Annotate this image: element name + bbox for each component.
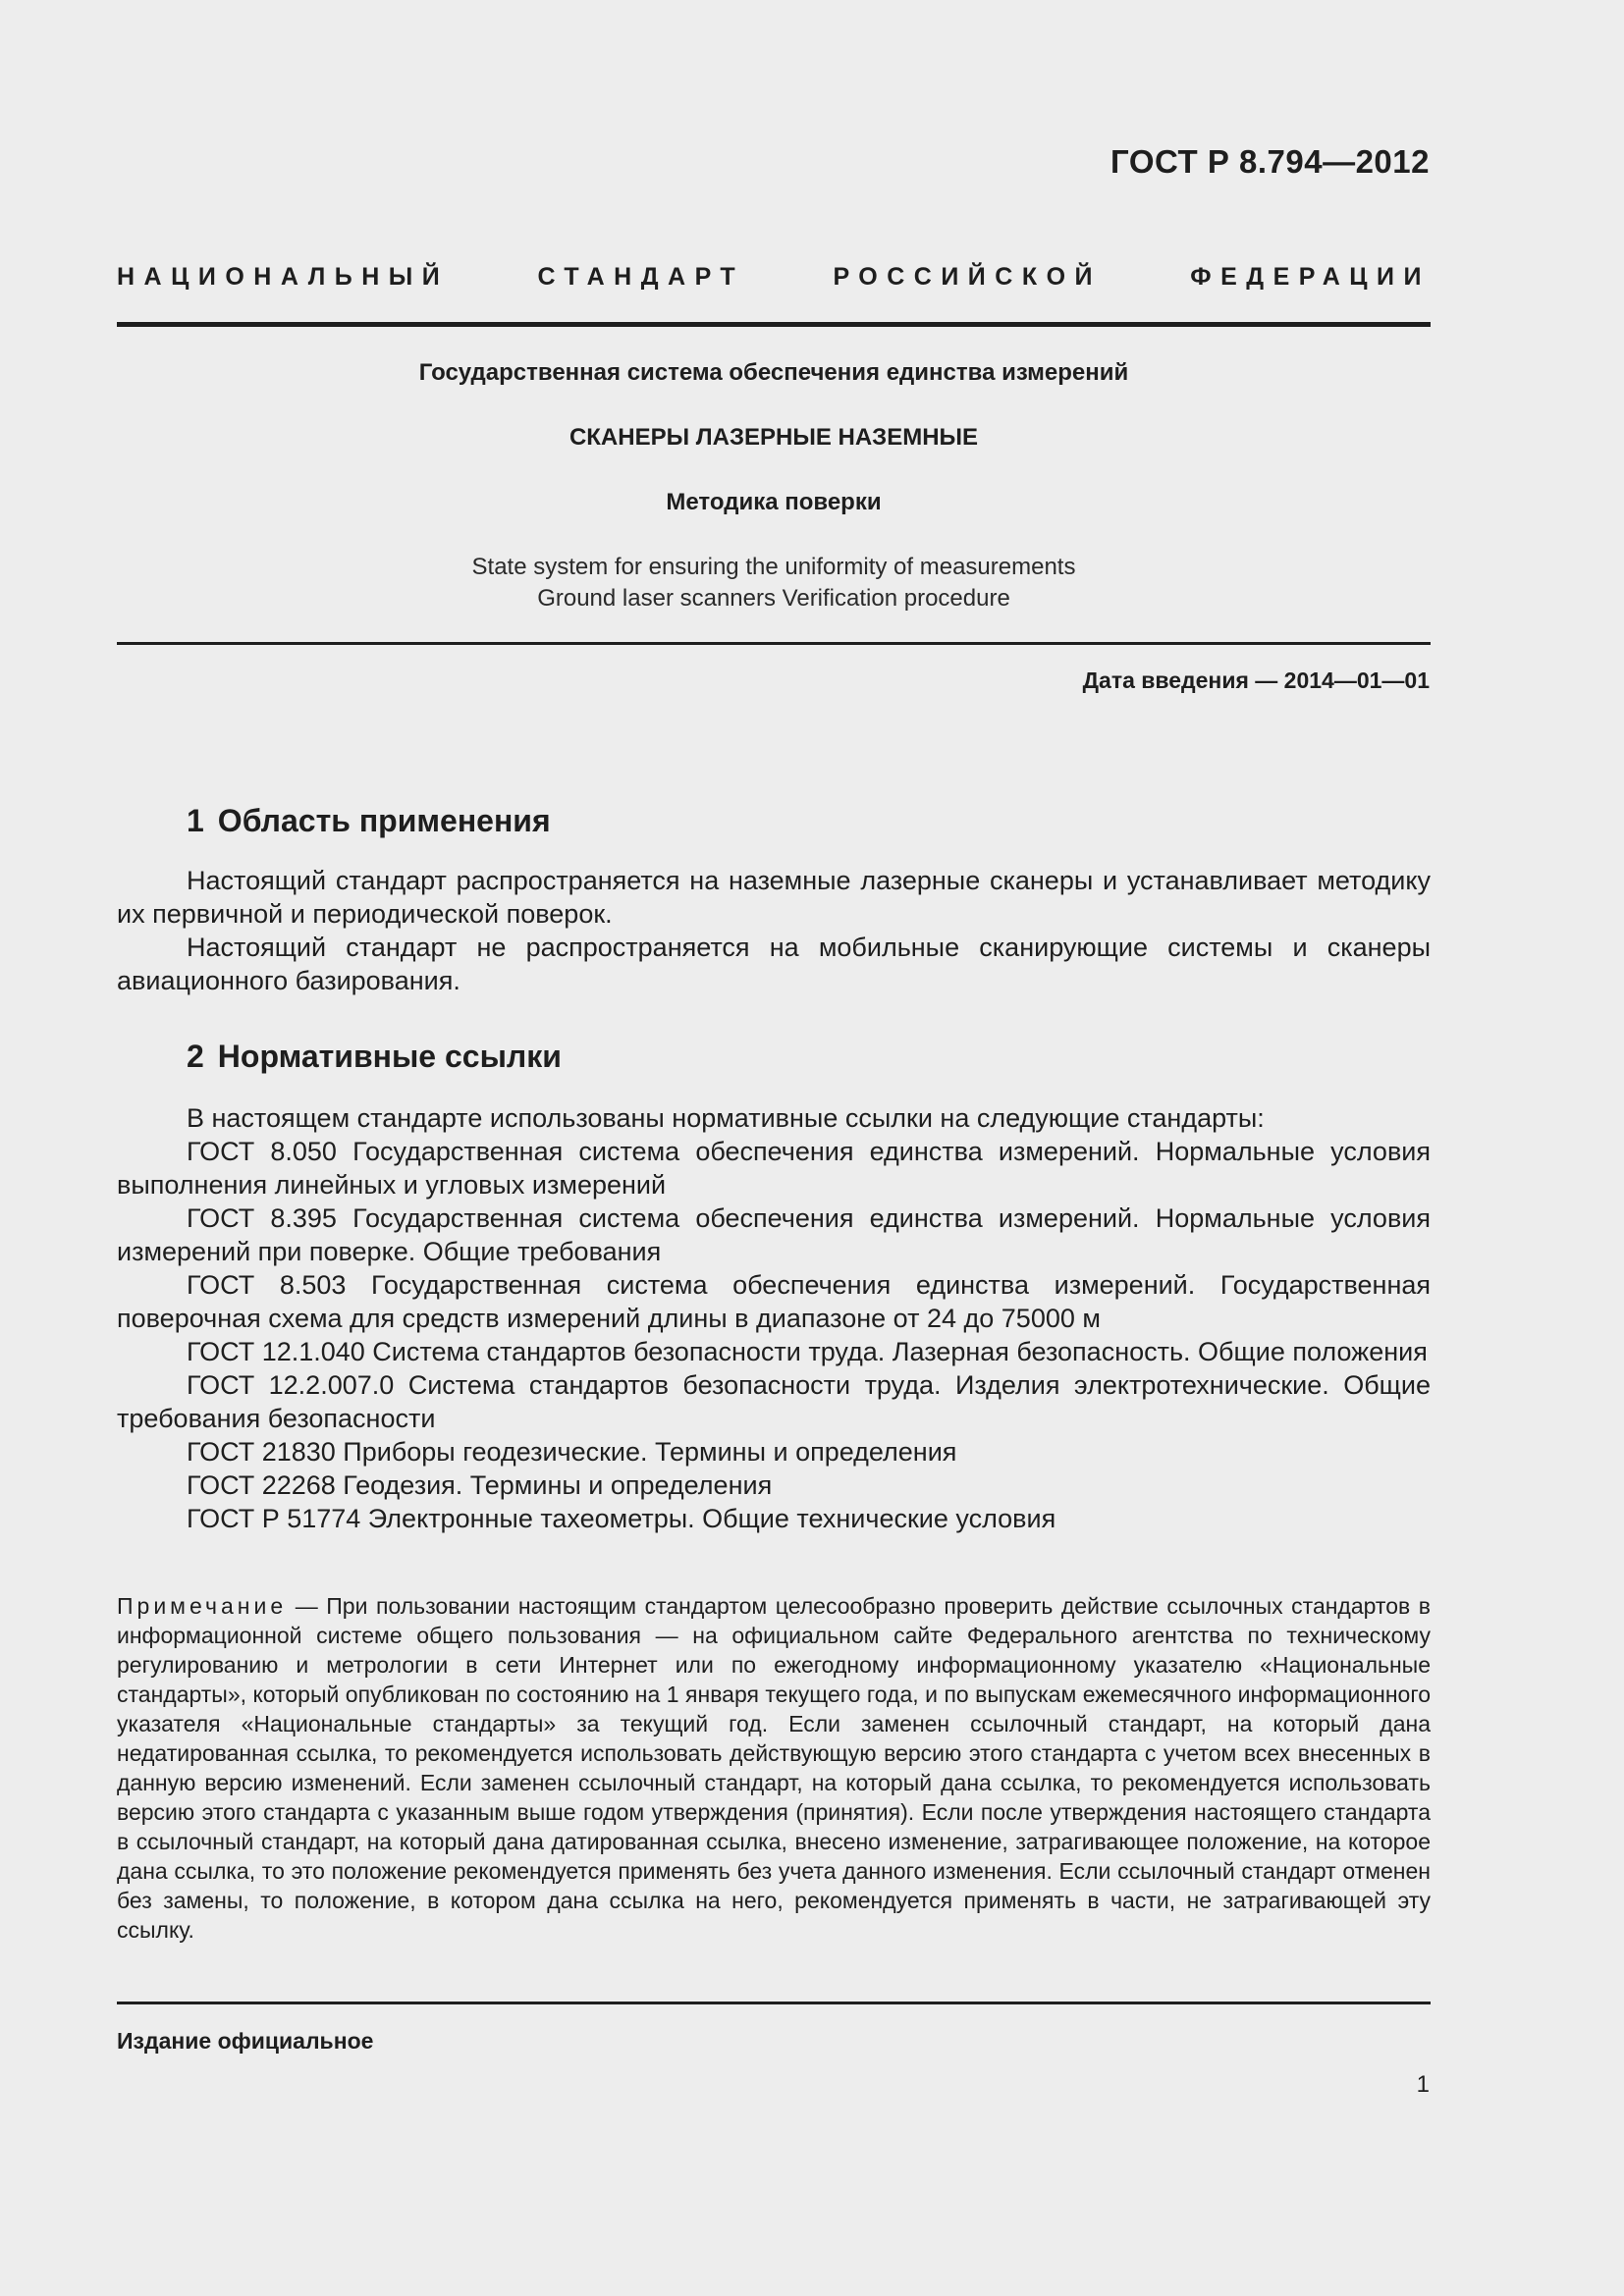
reference-item: ГОСТ Р 51774 Электронные тахеометры. Общие технические условия <box>187 1504 1056 1533</box>
section-1-number: 1 <box>187 803 204 838</box>
english-title-line-1: State system for ensuring the uniformity of measurements <box>471 554 1076 580</box>
reference-item: ГОСТ 8.503 Государственная система обеспечения единства измерений. Государственная поверочная схема для средств измерений длины в диапазоне от 24 до 75000 м <box>117 1270 1431 1333</box>
reference-item: ГОСТ 8.050 Государственная система обеспечения единства измерений. Нормальные условия выполнения линейных и угловых измерений <box>117 1137 1431 1200</box>
reference-item: ГОСТ 12.1.040 Система стандартов безопасности труда. Лазерная безопасность. Общие положения <box>187 1337 1428 1366</box>
english-title <box>117 552 1431 614</box>
note-block <box>117 1591 1431 1945</box>
section-1-paragraph: Настоящий стандарт распространяется на наземные лазерные сканеры и устанавливает методику их первичной и периодической поверок. <box>117 866 1431 929</box>
section-2-number: 2 <box>187 1039 204 1074</box>
section-2-title: Нормативные ссылки <box>217 1039 562 1074</box>
note-text: — При пользовании настоящим стандартом целесообразно проверить действие ссылочных стандартов в информационной системе общего пользования — на официальном сайте Федерального агентства по техническому регулированию и метрологии в сети Интернет или по ежегодному информационному указателю «Национальные стандарты», который опубликован по состоянию на 1 января текущего года, и по выпускам ежемесячного информационного указателя «Национальные стандарты» за текущий год. Если заменен ссылочный стандарт, на который дана недатированная ссылка, то рекомендуется использовать действующую версию этого стандарта с учетом всех внесенных в данную версию изменений. Если заменен ссылочный стандарт, на который дана ссылка, то рекомендуется использовать версию этого стандарта с указанным выше годом утверждения (принятия). Если после утверждения настоящего стандарта в ссылочный стандарт, на который дана датированная ссылка, внесено изменение, затрагивающее положение, на которое дана ссылка, то это положение рекомендуется применять без учета данного изменения. Если ссылочный стандарт отменен без замены, то положение, в котором дана ссылка на него, рекомендуется применять в части, не затрагивающей эту ссылку. <box>117 1593 1431 1943</box>
national-standard-title: НАЦИОНАЛЬНЫЙ СТАНДАРТ РОССИЙСКОЙ ФЕДЕРАЦИИ <box>117 263 1431 291</box>
footer-divider <box>117 2002 1431 2004</box>
reference-item: ГОСТ 21830 Приборы геодезические. Термины и определения <box>187 1437 957 1467</box>
section-2-body <box>117 1101 1431 1535</box>
section-1-heading <box>187 803 551 839</box>
system-title: Государственная система обеспечения единства измерений <box>418 359 1129 386</box>
main-title: СКАНЕРЫ ЛАЗЕРНЫЕ НАЗЕМНЫЕ <box>568 424 979 451</box>
header-divider <box>117 322 1431 327</box>
subtitle: Методика поверки <box>666 489 882 515</box>
reference-item: ГОСТ 8.395 Государственная система обеспечения единства измерений. Нормальные условия измерений при поверке. Общие требования <box>117 1203 1431 1266</box>
title-divider <box>117 642 1431 645</box>
reference-item: ГОСТ 12.2.007.0 Система стандартов безопасности труда. Изделия электротехнические. Общие требования безопасности <box>117 1370 1431 1433</box>
english-title-line-2: Ground laser scanners Verification procedure <box>537 585 1010 612</box>
note-label: Примечание <box>117 1593 288 1619</box>
section-2-intro: В настоящем стандарте использованы нормативные ссылки на следующие стандарты: <box>187 1103 1265 1133</box>
page-number: 1 <box>1416 2071 1430 2098</box>
section-1-paragraph: Настоящий стандарт не распространяется на мобильные сканирующие системы и сканеры авиационного базирования. <box>117 933 1431 995</box>
document-number: ГОСТ Р 8.794—2012 <box>1110 143 1430 180</box>
section-1-body <box>117 864 1431 997</box>
introduction-date: Дата введения — 2014—01—01 <box>1082 667 1430 693</box>
section-2-heading <box>187 1039 562 1075</box>
official-edition-label: Издание официальное <box>117 2028 374 2054</box>
reference-item: ГОСТ 22268 Геодезия. Термины и определения <box>187 1470 773 1500</box>
section-1-title: Область применения <box>217 803 551 838</box>
